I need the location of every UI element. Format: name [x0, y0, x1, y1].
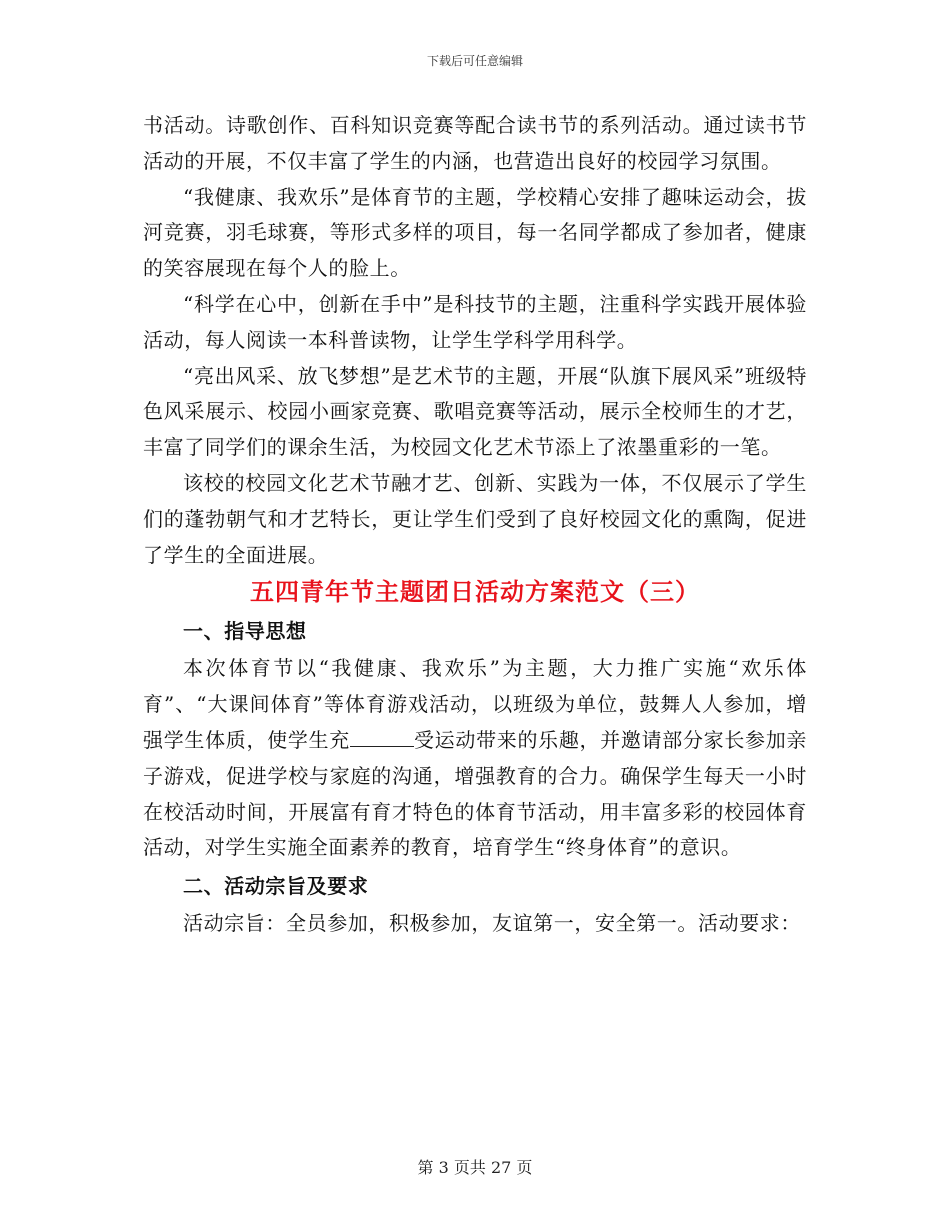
paragraph-guiding-ideology-part2: 受运动带来的乐趣，并邀请部分家长参加亲子游戏，促进学校与家庭的沟通，增强教育的合力。确保学生每天一小时在校活动时间，开展富有育才特色的体育节活动，用丰富多彩的校园体育活动，对学生实施全面素养的教育，培育学生“终身体育”的意识。: [143, 727, 808, 860]
paragraph-guiding-ideology-part1: 本次体育节以“我健康、我欢乐”为主题，大力推广实施“欢乐体育”、“大课间体育”等体育游戏活动，以班级为单位，鼓舞人人参加，增强学生体质，使学生充: [143, 656, 807, 752]
paragraph-science-festival: “科学在心中，创新在手中”是科技节的主题，注重科学实践开展体验活动，每人阅读一本科普读物，让学生学科学用科学。: [143, 291, 807, 352]
document-body: [143, 108, 807, 942]
heading-guiding-ideology: 一、指导思想: [183, 619, 307, 644]
paragraph-art-festival: “亮出风采、放飞梦想”是艺术节的主题，开展“队旗下展风采”班级特色风采展示、校园小画家竞赛、歌唱竞赛等活动，展示全校师生的才艺，丰富了同学们的课余生活，为校园文化艺术节添上了浓墨重彩的一笔。: [143, 363, 807, 460]
fill-in-blank: [350, 725, 414, 747]
page-number: 第 3 页共 27 页: [417, 1158, 533, 1177]
paragraph-summary: 该校的校园文化艺术节融才艺、创新、实践为一体，不仅展示了学生们的蓬勃朝气和才艺特长，更让学生们受到了良好校园文化的熏陶，促进了学生的全面进展。: [143, 470, 807, 567]
header-note: 下载后可任意编辑: [426, 54, 523, 68]
paragraph-sports-festival: “我健康、我欢乐”是体育节的主题，学校精心安排了趣味运动会，拔河竞赛，羽毛球赛，等形式多样的项目，每一名同学都成了参加者，健康的笑容展现在每个人的脸上。: [143, 184, 807, 281]
section-title: 五四青年节主题团日活动方案范文（三）: [250, 578, 700, 607]
paragraph-reading-festival: 书活动。诗歌创作、百科知识竞赛等配合读书节的系列活动。通过读书节活动的开展，不仅丰富了学生的内涵，也营造出良好的校园学习氛围。: [143, 113, 807, 173]
paragraph-guiding-ideology: [143, 651, 807, 866]
heading-purpose-requirements: 二、活动宗旨及要求: [183, 874, 369, 899]
paragraph-purpose: 活动宗旨：全员参加，积极参加，友谊第一，安全第一。活动要求：: [183, 911, 801, 936]
